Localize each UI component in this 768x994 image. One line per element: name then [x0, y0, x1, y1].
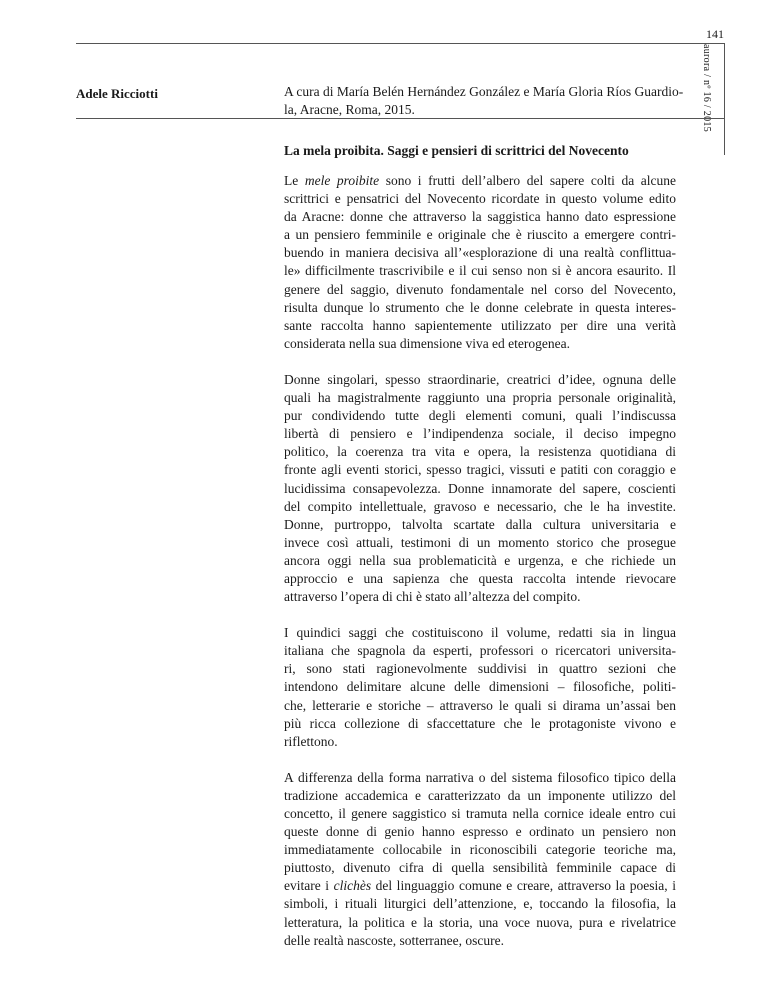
paragraph-line: queste donne di genio hanno espresso e ordinato un pensiero non: [284, 824, 676, 840]
review-body: [284, 172, 676, 968]
paragraph-line: simboli, i rituali liturgici dell’attenzione, e, toccando la filosofia, la: [284, 896, 676, 912]
text-run: sono i frutti dell’albero del sapere colti da alcune: [379, 173, 676, 188]
paragraph-2: [284, 371, 676, 606]
paragraph-line: le» difficilmente trascrivibile e il cui senso non si è ancora esaurito. Il: [284, 263, 676, 279]
text-run: evitare i: [284, 878, 334, 894]
paragraph-line: considerata nella sua dimensione viva ed eterogenea.: [284, 335, 571, 351]
text-run: del linguaggio comune e creare, attraverso la poesia, i: [371, 878, 676, 894]
paragraph-line: buendo in maniera decisiva all’«esplorazione di una realtà conflittua-: [284, 245, 676, 261]
paragraph-4: [284, 769, 676, 950]
paragraph-line: più ricca collezione di sfaccettature che le protagoniste vivono e: [284, 715, 676, 731]
paragraph-3: [284, 624, 676, 751]
curated-by-line: la, Aracne, Roma, 2015.: [284, 102, 415, 117]
paragraph-line: sante raccolta hanno sapientemente utilizzato per dire una verità: [284, 317, 676, 333]
page-number: 141: [706, 27, 724, 41]
paragraph-line: approccio e una sapienza che questa raccolta intende rievocare: [284, 570, 676, 586]
book-title: La mela proibita. Saggi e pensieri di scrittrici del Novecento: [284, 143, 629, 158]
paragraph-line: libertà di pensiero e l’indipendenza sociale, il deciso impegno: [284, 426, 676, 442]
running-head: aurora / nº 16 / 2015: [701, 44, 712, 132]
section-rule: [76, 118, 724, 119]
paragraph-line: da Aracne: donne che attraverso la saggistica hanno dato espressione: [284, 209, 676, 225]
paragraph-line: pur condividendo tutte degli elementi comuni, quali l’indiscussa: [284, 408, 676, 424]
paragraph-line: Donne, purtroppo, talvolta scartate dalla cultura universitaria e: [284, 516, 676, 532]
paragraph-line: fronte agli eventi storici, spesso tragici, vissuti e patiti con coraggio e: [284, 462, 676, 478]
paragraph-line: genere del saggio, divenuto fondamentale nel corso del Novecento,: [284, 281, 676, 297]
paragraph-line: risulta dunque lo strumento che le donne celebrate in questa interes-: [284, 299, 676, 315]
paragraph-line: lucidissima consapevolezza. Donne innamorate del sapere, coscienti: [284, 480, 676, 496]
paragraph-line: tradizione accademica e caratterizzato da un imponente utilizzo del: [284, 787, 676, 803]
paragraph-line: Donne singolari, spesso straordinarie, creatrici d’idee, ognuna delle: [284, 371, 676, 387]
paragraph-line: I quindici saggi che costituiscono il volume, redatti sia in lingua: [284, 625, 676, 641]
paragraph-line: A differenza della forma narrativa o del sistema filosofico tipico della: [284, 769, 676, 785]
paragraph-line: a un pensiero femminile e originale che è riuscito a emergere contri-: [284, 227, 676, 243]
review-author: Adele Ricciotti: [76, 86, 158, 101]
paragraph-1: [284, 172, 676, 353]
margin-vertical-rule: [724, 43, 725, 155]
paragraph-line: [284, 172, 676, 190]
curated-by-line: A cura di María Belén Hernández González e María Gloria Ríos Guardio-: [284, 84, 684, 99]
paragraph-line: invece così attuali, testimoni di un momento storico che prosegue: [284, 534, 676, 550]
paragraph-line: letteratura, la politica e la storia, una voce nuova, pura e rivelatrice: [284, 914, 676, 930]
top-rule: [76, 43, 724, 44]
paragraph-line: politico, la coerenza tra vita e opera, la resistenza quotidiana di: [284, 444, 676, 460]
paragraph-line: italiana che spagnola da esperti, professori o ricercatori universita-: [284, 643, 676, 659]
paragraph-line: intendono delimitare alcune delle dimensioni – filosofiche, politi-: [284, 679, 676, 695]
paragraph-line: ancora oggi nella sua problematicità e urgenza, e che richiede un: [284, 552, 676, 568]
paragraph-line: attraverso l’opera di chi è stato all’altezza del compito.: [284, 589, 581, 605]
paragraph-line: del compito intellettuale, gravoso e necessario, che le ha investite.: [284, 498, 676, 514]
emphasis-text: mele proibite: [304, 173, 380, 188]
paragraph-line: piuttosto, divenuto cifra di quella sensibilità femminile capace di: [284, 860, 676, 876]
paragraph-line: quali ha magistralmente raggiunto una propria personale originalità,: [284, 390, 676, 406]
paragraph-line: immediatamente collocabile in riconoscibili categorie teoriche ma,: [284, 842, 676, 858]
paragraph-line: ri, sono stati ragionevolmente suddivisi in quattro sezioni che: [284, 661, 676, 677]
emphasis-text: clichès: [333, 878, 372, 894]
paragraph-line: delle realtà nascoste, sotterranee, oscure.: [284, 932, 505, 948]
paragraph-line: concetto, il genere saggistico si tramuta nella cornice ideale entro cui: [284, 806, 676, 821]
paragraph-line: scrittrici e pensatrici del Novecento ricordate in questo volume edito: [284, 191, 676, 207]
paragraph-line: che, letterarie e storiche – attraverso le quali si dirama un’assai ben: [284, 697, 676, 713]
paragraph-line: [284, 877, 676, 895]
text-run: Le: [284, 173, 305, 188]
paragraph-line: riflettono.: [284, 733, 338, 749]
curated-by: [284, 83, 684, 119]
